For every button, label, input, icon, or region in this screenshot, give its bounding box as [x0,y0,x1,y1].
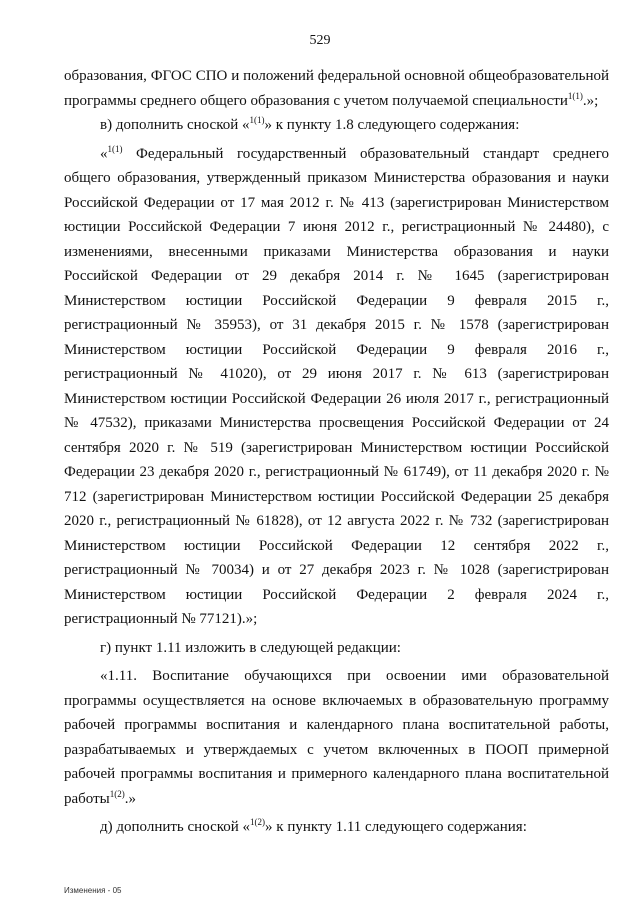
paragraph-text: образования, ФГОС СПО и положений федеральной основной общеобразовательной программы среднего общего образования с учетом получаемой специальности [64,68,609,109]
paragraph-item-d [64,815,609,840]
paragraph-continuation [64,64,609,113]
paragraph-clause-1-11 [64,664,609,811]
paragraph-text: д) дополнить сноской « [100,819,251,835]
footnote-mark: 1(1) [107,143,123,154]
footnote-mark: 1(2) [250,817,266,827]
paragraph-text: г) пункт 1.11 изложить в следующей редакции: [100,639,401,656]
paragraph-text: в) дополнить сноской « [100,117,250,133]
footer-label: Изменения - 05 [64,886,122,895]
paragraph-text: «1.11. Воспитание обучающихся при освоении ими образовательной программы осуществляется на основе включаемых в образовательную программу рабочей программы воспитания и календарного плана воспитательной работы, разрабатываемых и утверждаемых с учетом включенных в ПООП примерной рабочей программы воспитания и примерного календарного плана воспитательной работы [64,668,609,807]
document-body [64,64,609,840]
paragraph-text: .» [124,790,136,807]
paragraph-text: Федеральный государственный образовательный стандарт среднего общего образования, утвержденный приказом Министерства образования и науки Российской Федерации от 17 мая 2012 г. № 413 (зарегистрирован Министерством юстиции Российской Федерации 7 июня 2012 г., регистрационный № 24480), с изменениями, внесенными приказами Министерства образования и науки Российской Федерации от 29 декабря 2014 г. № 1645 (зарегистрирован Министерством юстиции Российской Федерации 9 февраля 2015 г., регистрационный № 35953), от 31 декабря 2015 г. № 1578 (зарегистрирован Министерством юстиции Российской Федерации 9 февраля 2016 г., регистрационный № 41020), от 29 июня 2017 г. № 613 (зарегистрирован Министерством юстиции Российской Федерации 26 июля 2017 г., регистрационный № 47532), приказами Министерства просвещения Российской Федерации от 24 сентября 2020 г. № 519 (зарегистрирован Министерством юстиции Российской Федерации 23 декабря 2020 г., регистрационный № 61749), от 11 декабря 2020 г. № 712 (зарегистрирован Министерством юстиции Российской Федерации 25 декабря 2020 г., регистрационный № 61828), от 12 августа 2022 г. № 732 (зарегистрирован Министерством юстиции Российской Федерации 12 сентября 2022 г., регистрационный № 70034) и от 27 декабря 2023 г. № 1028 (зарегистрирован Министерством юстиции Российской Федерации 2 февраля 2024 г., регистрационный № 77121).»; [64,145,609,627]
paragraph-text: » к пункту 1.11 следующего содержания: [265,819,527,835]
paragraph-footnote-text [64,142,609,632]
page-number: 529 [309,33,331,48]
footnote-mark: 1(2) [109,788,125,799]
footnote-mark: 1(1) [567,90,583,101]
paragraph-text: « [100,145,108,162]
paragraph-item-v [64,113,609,138]
paragraph-text: » к пункту 1.8 следующего содержания: [264,117,520,133]
paragraph-item-g [64,636,609,661]
footnote-mark: 1(1) [249,115,265,125]
paragraph-text: .»; [582,92,599,109]
